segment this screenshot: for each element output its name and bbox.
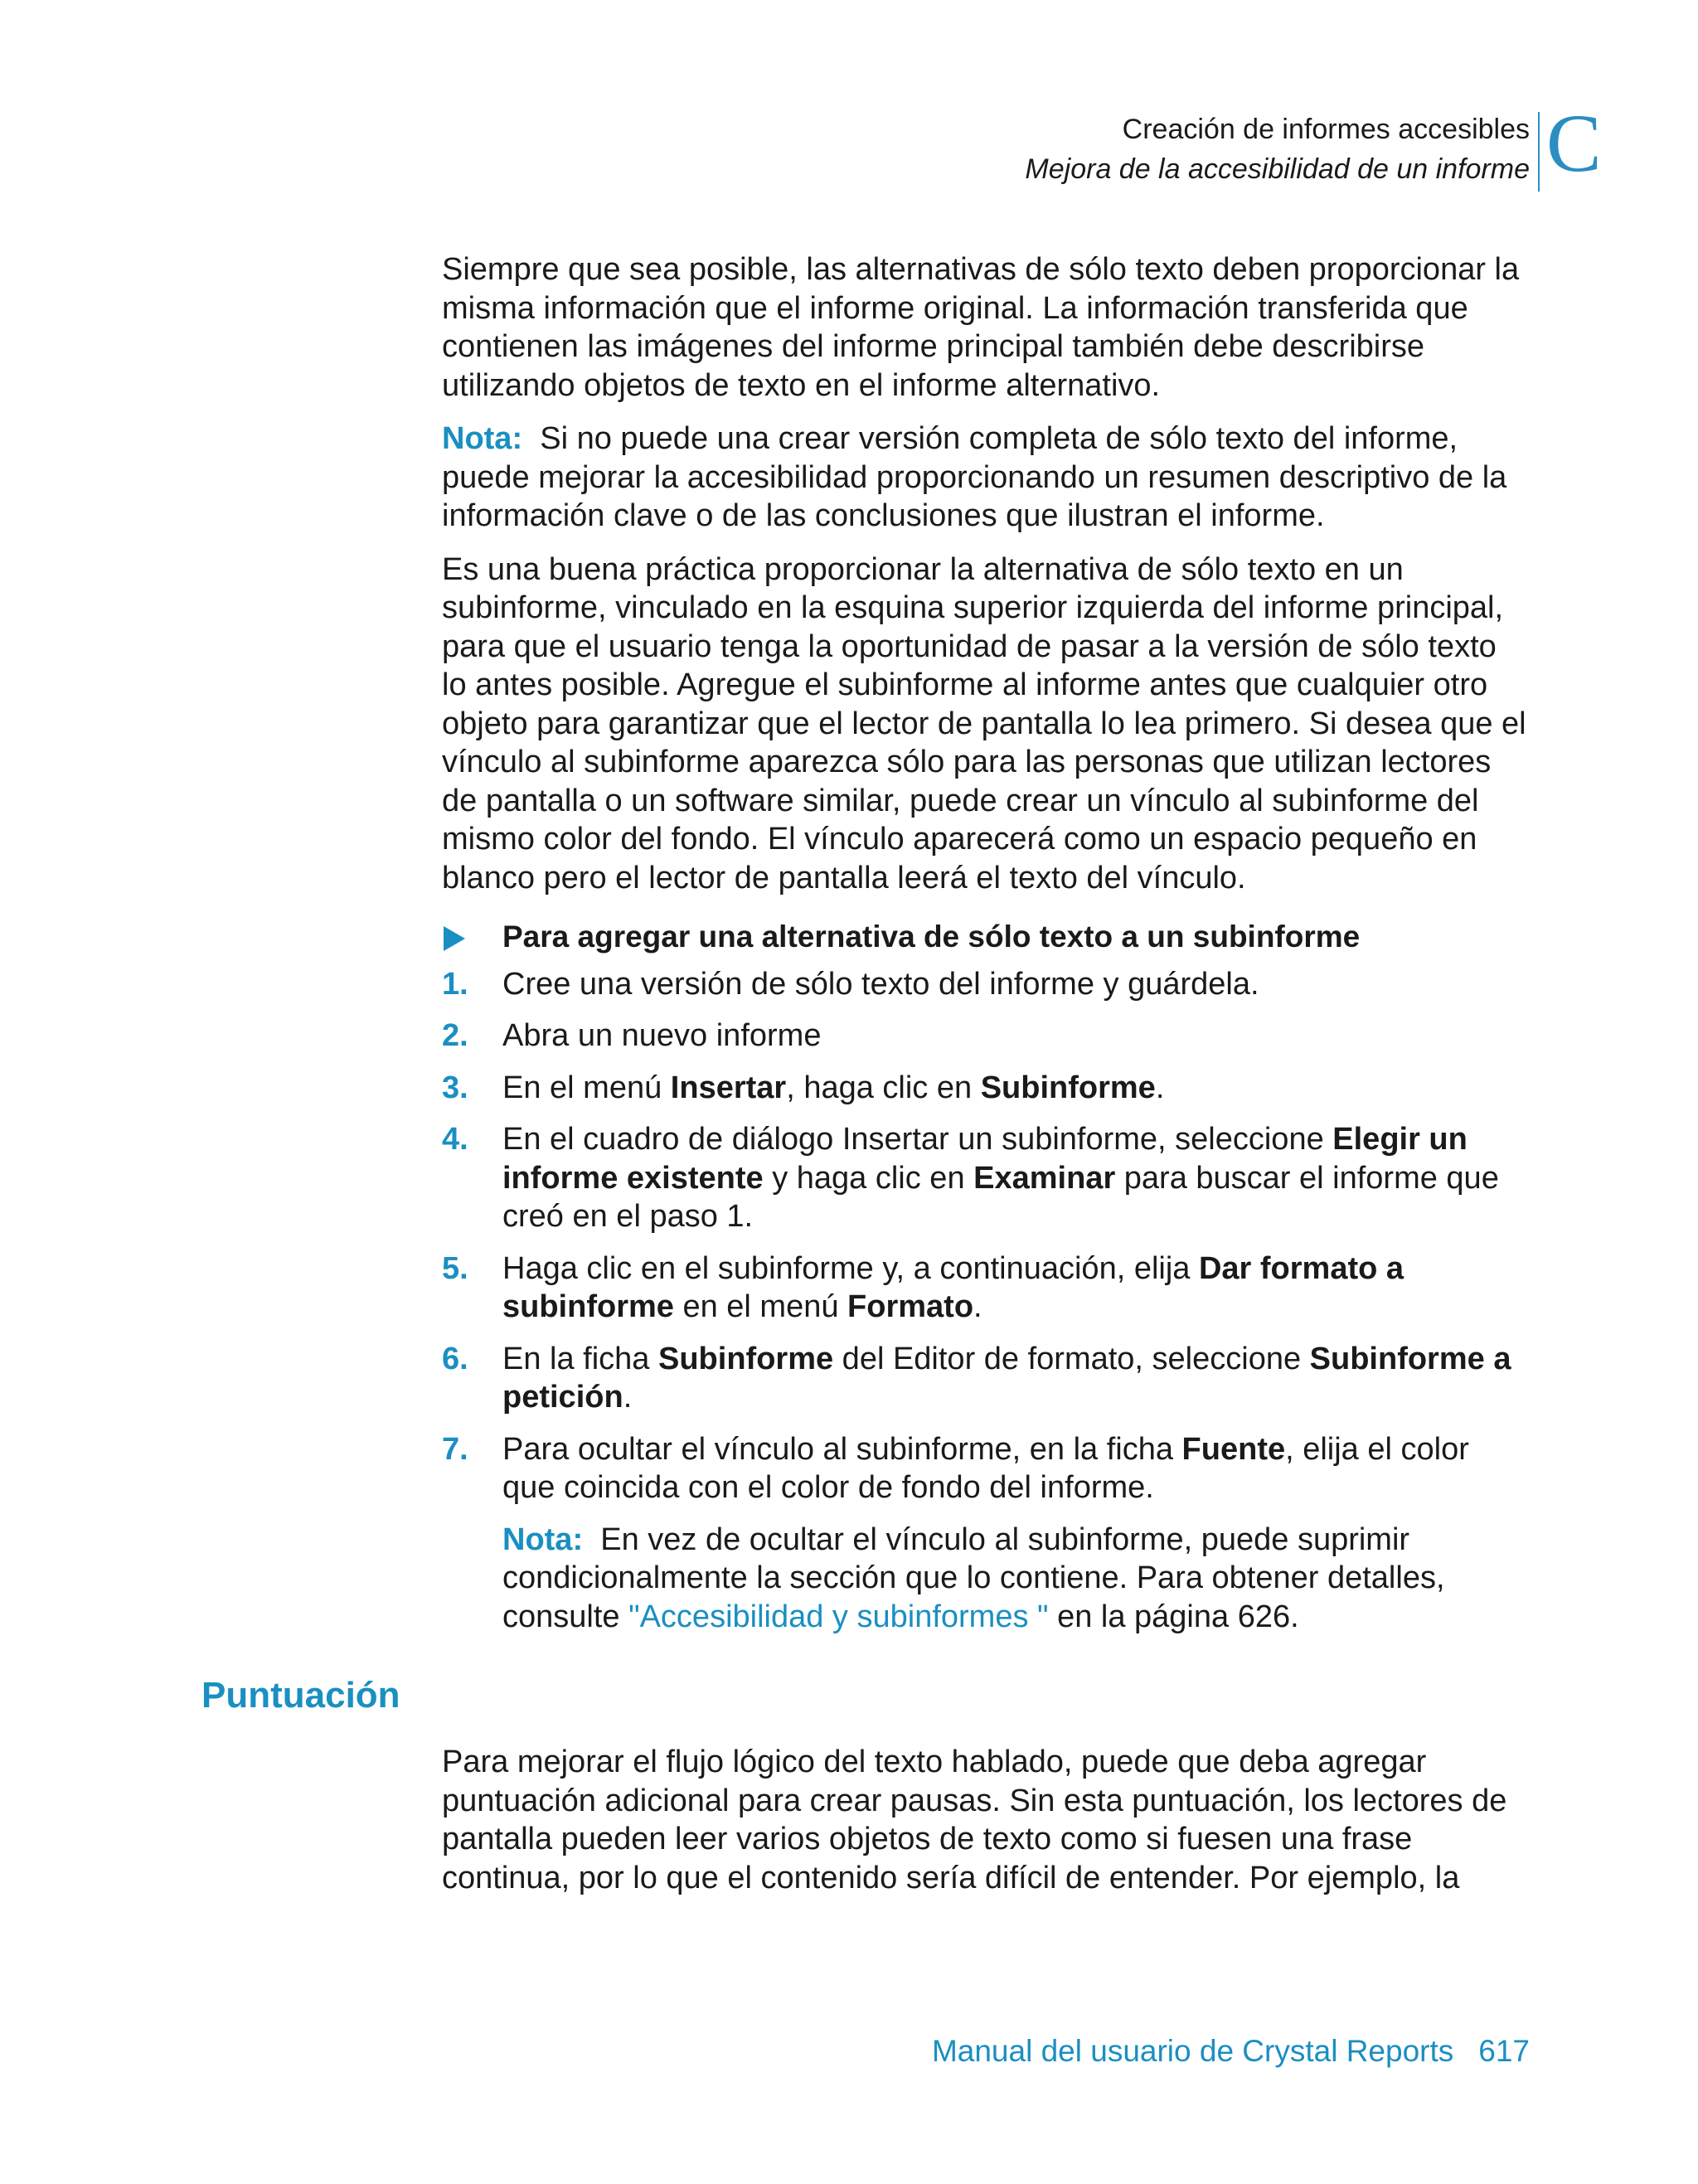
option-subinforme-peticion: Subinforme a petición <box>502 1341 1511 1415</box>
step-number: 3. <box>442 1070 468 1105</box>
note-text: En vez de ocultar el vínculo al subinforme, puede suprimir condicionalmente la sección que lo contiene. Para obtener detalles, consulte <box>502 1522 1445 1634</box>
paragraph-good-practice: Es una buena práctica proporcionar la alternativa de sólo texto en un subinforme, vinculado en la esquina superior izquierda del informe principal, para que el usuario tenga la oportunidad de pasar a la versión de sólo texto lo antes posible. Agregue el subinforme al informe antes que cualquier otro objeto para garantizar que el lector de pantalla lo lea primero. Si desea que el vínculo al subinforme aparezca sólo para las personas que utilizan lectores de pantalla o un software similar, puede crear un vínculo al subinforme del mismo color del fondo. El vínculo aparecerá como un espacio pequeño en blanco pero el lector de pantalla leerá el texto del vínculo. <box>442 551 1526 895</box>
step <box>442 965 1528 1004</box>
step-number: 6. <box>442 1341 468 1376</box>
step-text: Para ocultar el vínculo al subinforme, en la ficha <box>502 1431 1182 1467</box>
step-text: , elija el color que coincida con el color de fondo del informe. <box>502 1431 1469 1505</box>
page-footer <box>932 2031 1530 2071</box>
procedure-steps <box>442 965 1528 1637</box>
step-text: En el cuadro de diálogo Insertar un subinforme, seleccione <box>502 1122 1333 1157</box>
step-text: En el menú <box>502 1070 671 1105</box>
page-number: 617 <box>1478 2034 1530 2068</box>
note-1 <box>442 420 1528 536</box>
button-examinar: Examinar <box>973 1160 1116 1196</box>
step-note <box>442 1521 1528 1637</box>
step-text: del Editor de formato, seleccione <box>833 1341 1310 1376</box>
step <box>442 1430 1528 1507</box>
note-label: Nota: <box>502 1522 584 1557</box>
procedure-title: Para agregar una alternativa de sólo texto a un subinforme <box>502 920 1361 954</box>
step-text: . <box>973 1289 982 1324</box>
step <box>442 1069 1528 1108</box>
section-heading: Puntuación <box>201 1675 400 1716</box>
step <box>442 1017 1528 1056</box>
section-subtitle: Mejora de la accesibilidad de un informe <box>1025 153 1530 185</box>
paragraph-punctuation: Para mejorar el flujo lógico del texto hablado, puede que deba agregar puntuación adicional para crear pausas. Sin esta puntuación, los lectores de pantalla pueden leer varios objetos de texto como si fuesen una frase continua, por lo que el contenido sería difícil de entender. Por ejemplo, la <box>442 1745 1507 1895</box>
step-text: para buscar el informe que creó en el paso 1. <box>502 1160 1499 1234</box>
menu-name-insertar: Insertar <box>670 1070 787 1105</box>
step-number: 1. <box>442 966 468 1002</box>
step-text: y haga clic en <box>763 1160 974 1196</box>
step-text: en el menú <box>673 1289 848 1324</box>
note-label: Nota: <box>442 421 523 456</box>
step-number: 5. <box>442 1250 468 1286</box>
procedure-arrow-icon <box>444 926 465 951</box>
chapter-title: Creación de informes accesibles <box>1122 114 1530 145</box>
note-text: Si no puede una crear versión completa de sólo texto del informe, puede mejorar la accesibilidad proporcionando un resumen descriptivo de la información clave o de las conclusiones que ilustran el informe. <box>442 421 1507 533</box>
tab-name-subinforme: Subinforme <box>658 1341 834 1376</box>
step-text: Haga clic en el subinforme y, a continuación, elija <box>502 1250 1199 1286</box>
tab-name-fuente: Fuente <box>1181 1431 1286 1467</box>
note-text: en la página 626. <box>1048 1599 1299 1634</box>
step-text: , haga clic en <box>786 1070 981 1105</box>
cross-reference-link[interactable]: "Accesibilidad y subinformes " <box>628 1599 1049 1634</box>
step-text: . <box>623 1380 633 1415</box>
menu-name-formato: Formato <box>847 1289 974 1324</box>
step-number: 7. <box>442 1431 468 1467</box>
running-header <box>1025 109 1530 189</box>
step <box>442 1120 1528 1236</box>
step-text: Cree una versión de sólo texto del informe y guárdela. <box>502 966 1259 1002</box>
book-title: Manual del usuario de Crystal Reports <box>931 2034 1454 2068</box>
command-dar-formato: Dar formato a subinforme <box>502 1250 1404 1324</box>
step-number: 4. <box>442 1122 468 1157</box>
procedure-heading <box>442 918 1528 957</box>
procedure <box>442 918 1528 1636</box>
header-divider <box>1538 112 1540 192</box>
paragraph-alternatives: Siempre que sea posible, las alternativas de sólo texto deben proporcionar la misma información que el informe original. La información transferida que contienen las imágenes del informe principal también debe describirse utilizando objetos de texto en el informe alternativo. <box>442 252 1520 403</box>
step-text: En la ficha <box>502 1341 658 1376</box>
intro-block <box>442 250 1528 897</box>
command-subinforme: Subinforme <box>980 1070 1156 1105</box>
option-elegir-informe: Elegir un informe existente <box>502 1122 1468 1196</box>
step-text: Abra un nuevo informe <box>502 1018 822 1053</box>
chapter-letter: C <box>1546 97 1602 189</box>
step-text: . <box>1155 1070 1165 1105</box>
section-body <box>442 1743 1528 1897</box>
step <box>442 1340 1528 1417</box>
step-number: 2. <box>442 1018 468 1053</box>
step <box>442 1250 1528 1327</box>
